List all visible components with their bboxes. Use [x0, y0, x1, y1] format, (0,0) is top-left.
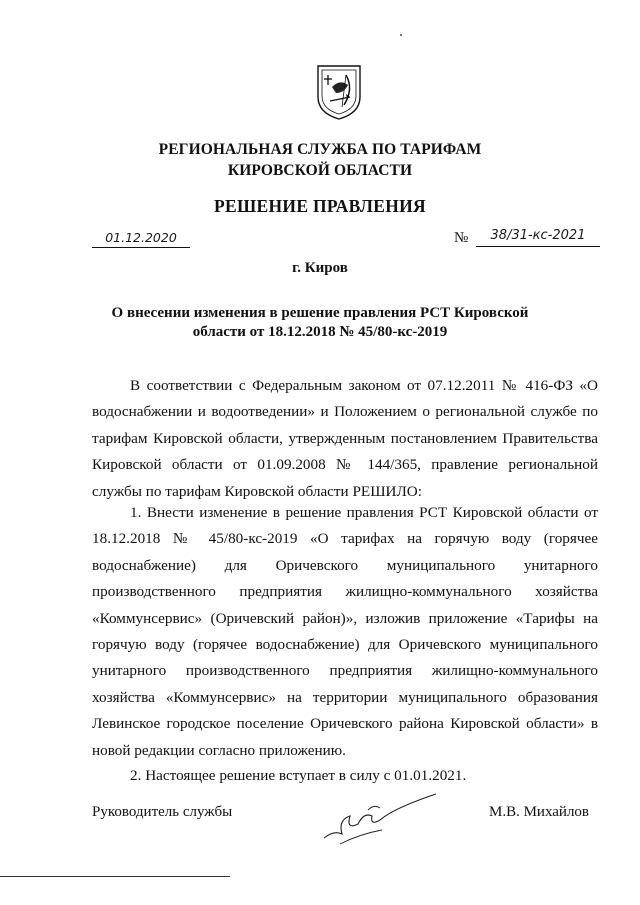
decision-date: 01.12.2020	[92, 231, 190, 248]
handwritten-signature-icon	[320, 790, 440, 850]
document-title: РЕШЕНИЕ ПРАВЛЕНИЯ	[214, 196, 426, 216]
subject-line1: О внесении изменения в решение правления РСТ Кировской	[111, 305, 529, 321]
signer-role: Руководитель службы	[92, 804, 233, 820]
org-name-line1: РЕГИОНАЛЬНАЯ СЛУЖБА ПО ТАРИФАМ	[158, 141, 482, 158]
org-name-line2: КИРОВСКОЙ ОБЛАСТИ	[227, 162, 413, 179]
decision-number: 38/31-кс-2021	[476, 228, 600, 247]
signer-name: М.В. Михайлов	[489, 804, 590, 820]
decision-number-field	[454, 228, 602, 248]
coat-of-arms-icon	[314, 63, 364, 121]
body-paragraph-item2	[92, 763, 598, 789]
decision-subject	[0, 304, 640, 342]
city-label: г. Киров	[292, 260, 348, 276]
footer-divider	[0, 876, 230, 877]
body-paragraph-item1	[92, 500, 598, 764]
subject-line2: области от 18.12.2018 № 45/80-кс-2019	[192, 324, 448, 340]
paragraph-text: 1. Внести изменение в решение правления РСТ Кировской области от 18.12.2018 № 45/80-кс-2019 «О тарифах на горячую воду (горячее водоснабжение) для Оричевского муниципального унитарного производственного предприятия жилищно-коммунального хозяйства «Коммунсервис» (Оричевский район)», изложив приложение «Тарифы на горячую воду (горячее водоснабжение) для Оричевского муниципального унитарного производственного предприятия жилищно-коммунального хозяйства «Коммунсервис» на территории муниципального образования Левинское городское поселение Оричевского района Кировской области» в новой редакции согласно приложению.	[92, 504, 598, 759]
paragraph-text: В соответствии с Федеральным законом от 07.12.2011 № 416-ФЗ «О водоснабжении и водоотведении» и Положением о региональной службе по тарифам Кировской области, утвержденным постановлением Правительства Кировской области от 01.09.2008 № 144/365, правление региональной службы по тарифам Кировской области РЕШИЛО:	[92, 377, 598, 500]
number-sign: №	[454, 230, 469, 246]
paragraph-text: 2. Настоящее решение вступает в силу с 01.01.2021.	[130, 767, 467, 784]
scan-speck	[400, 34, 402, 36]
body-paragraph-preamble	[92, 373, 598, 505]
